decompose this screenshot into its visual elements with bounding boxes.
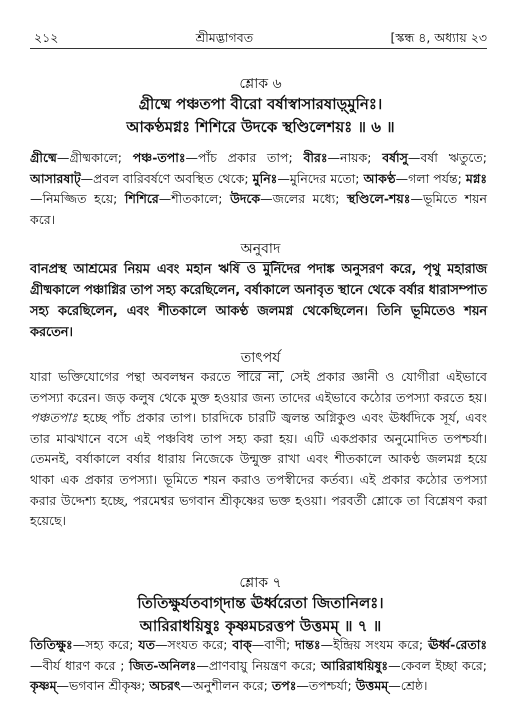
synonym-term: বর্ষাসু [382,150,408,165]
synonym-term: মগ্নঃ [465,170,487,186]
purport-text [30,367,487,532]
synonym-gloss: —ভগবান শ্রীকৃষ্ণ; [56,678,150,694]
translation-heading: অনুবাদ [237,237,285,263]
synonym-term: আরিরাধয়িষুঃ [321,657,389,673]
synonym-term: বীরঃ [303,150,328,165]
synonym-gloss: —গ্রীষ্মকালে; [56,150,133,165]
book-title: শ্রীমদ্ভাগবত [195,30,254,45]
synonym-gloss: —সহ্য করে; [72,637,139,652]
synonym-term: দান্তঃ [295,637,321,652]
synonyms-7 [30,635,487,697]
synonym-term: উদকে [230,191,261,207]
synonym-term: ঊর্ধ্ব-রেতাঃ [428,637,487,652]
synonym-term: স্থণ্ডিলে-শয়ঃ [347,191,411,207]
synonym-term: শিশিরে [124,191,159,207]
synonym-term: জিত-অনিলঃ [129,657,197,673]
synonym-gloss: —তপশ্চর্যা; [296,678,356,694]
verse-7-text [34,592,487,638]
verse-6-heading: শ্লোক ৬ [239,76,282,92]
synonym-gloss: —ভূমিতে শয়ন করে। [30,191,487,227]
synonym-term: উত্তমম্ [355,678,389,694]
synonym-gloss: —প্রবল বারিবর্ষণে অবস্থিত থেকে; [80,170,253,186]
synonym-gloss: —মুনিদের মতো; [277,170,364,186]
synonym-term: মুনিঃ [252,170,278,186]
chapter-reference: [স্কন্ধ ৪, অধ্যায় ২৩ [390,30,487,45]
purport-term: পঞ্চতপাঃ [30,410,78,426]
synonyms-6 [30,148,487,230]
synonym-term: গ্রীষ্মে [30,150,57,165]
verse-7-line-1: তিতিক্ষুর্যতবাগ্‌দান্ত ঊর্ধ্বরেতা জিতানিলঃ। [137,594,384,612]
synonym-term: কৃষ্ণম্ [30,678,57,694]
purport-part-2: হচ্ছে পাঁচ প্রকার তাপ। চারদিকে চারটি জ্বলন্ত অগ্নিকুণ্ড এবং ঊর্ধ্বদিকে সূর্য, এবং তার মাঝখানে বসে এই পঞ্চবিধ তাপ সহ্য করা হয়। এটি একপ্রকার অনুমোদিত তপশ্চর্যা। তেমনই, বর্ষাকালে বর্ষার ধারায় নিজেকে উন্মুক্ত রাখা এবং শীতকালে আকণ্ঠ জলমগ্ন হয়ে থাকা এক প্রকার তপস্যা। ভূমিতে শয়ন করাও তপস্বীদের কর্তব্য। এই প্রকার কঠোর তপস্যা করার উদ্দেশ্য হচ্ছে, পরমেশ্বর ভগবান শ্রীকৃষ্ণের ভক্ত হওয়া। পরবর্তী শ্লোকে তা বিশ্লেষণ করা হয়েছে। [30,410,487,529]
verse-6-line-2: আকণ্ঠমগ্নঃ শিশিরে উদকে স্থণ্ডিলেশয়ঃ ॥ ৬ ॥ [126,118,395,136]
synonym-gloss: —শীতকালে; [158,191,231,207]
synonym-gloss: —ইন্দ্রিয় সংযম করে; [320,637,429,652]
synonym-gloss: —কেবল ইচ্ছা করে; [388,657,487,673]
synonym-term: যত [138,637,155,652]
page-number: ২১২ [34,30,59,45]
translation-text: বানপ্রস্থ আশ্রমের নিয়ম এবং মহান ঋষি ও মুনিদের পদাঙ্ক অনুসরণ করে, পৃথু মহারাজ গ্রীষ্মকালে পঞ্চাগ্নির তাপ সহ্য করেছিলেন, বর্ষাকালে অনাবৃত স্থানে থেকে বর্ষার ধারাসম্পাত সহ্য করেছিলেন, এবং শীতকালে আকণ্ঠ জলমগ্ন থেকেছিলেন। তিনি ভূমিতেও শয়ন করতেন। [30,262,487,340]
verse-7-heading: শ্লোক ৭ [239,575,282,591]
synonym-gloss: —সংযত করে; [154,637,233,652]
verse-7-line-2: আরিরাধয়িষুঃ কৃষ্ণমচরত্তপ উত্তমম্‌ ॥ ৭ ॥ [139,617,382,635]
synonym-term: অচরৎ [149,678,181,694]
synonym-gloss: —বাণী; [251,637,296,652]
synonym-gloss: —নিমজ্জিত হয়ে; [30,191,125,207]
synonym-gloss: —অনুশীলন করে; [180,678,272,694]
synonym-gloss: —বর্ষা ঋতুতে; [407,150,487,165]
purport-part-1: যারা ভক্তিযোগের পন্থা অবলম্বন করতে পারে না, সেই প্রকার জ্ঞানী ও যোগীরা এইভাবে তপস্যা করেন। জড় কলুষ থেকে মুক্ত হওয়ার জন্য তাদের এইভাবে কঠোর তপস্যা করতে হয়। [30,369,487,405]
synonym-term: পঞ্চ-তপাঃ [132,150,186,165]
page-header [34,30,487,50]
verse-6-text [34,93,487,139]
synonym-gloss: —গলা পর্যন্ত; [395,170,466,186]
synonym-term: তপঃ [271,678,297,694]
synonym-gloss: —বীর্য ধারণ করে ; [30,657,130,673]
synonym-gloss: —নায়ক; [327,150,383,165]
synonym-term: বাক্ [232,637,252,652]
purport-heading: তাৎপর্য [237,346,285,372]
verse-6-line-1: গ্রীষ্মে পঞ্চতপা বীরো বর্ষাস্বাসারষাড়্মুনিঃ। [138,95,383,113]
synonym-gloss: —জলের মধ্যে; [260,191,348,207]
synonym-term: তিতিক্ষুঃ [30,637,73,652]
synonym-gloss: —পাঁচ প্রকার তাপ; [185,150,304,165]
header-rule [30,48,487,49]
synonym-gloss: —শ্রেষ্ঠ। [388,678,428,694]
synonym-gloss: —প্রাণবায়ু নিয়ন্ত্রণ করে; [196,657,322,673]
synonym-term: আসারষাট্ [30,170,81,186]
synonym-term: আকণ্ঠ [363,170,396,186]
